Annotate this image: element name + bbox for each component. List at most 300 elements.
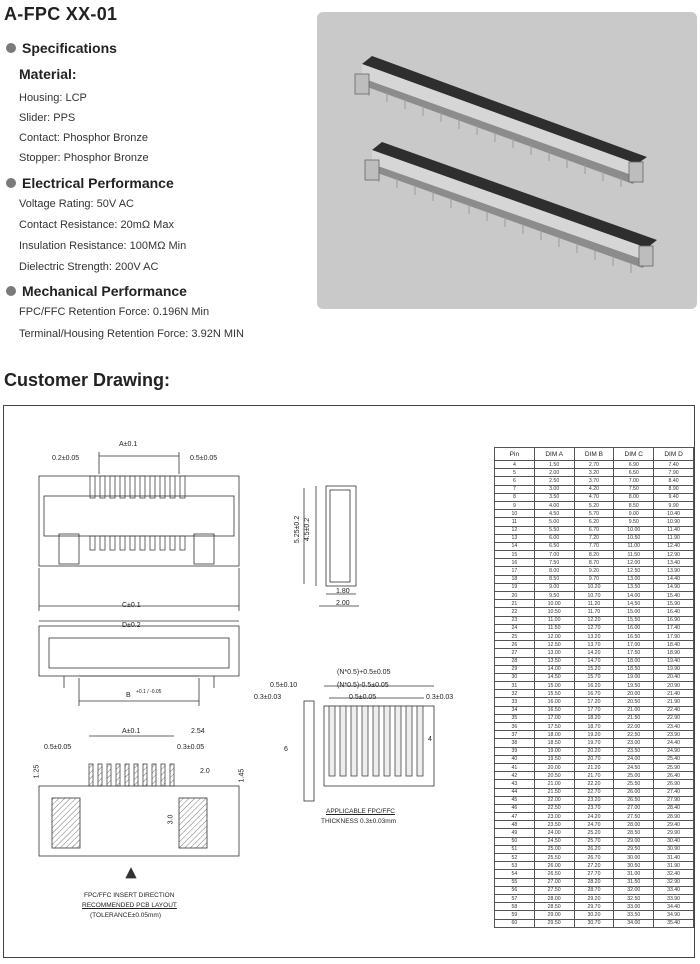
dim-label: B [126, 692, 131, 699]
table-cell: 20.50 [534, 772, 574, 780]
table-cell: 2.50 [534, 477, 574, 485]
table-cell: 6 [495, 477, 535, 485]
table-cell: 16.70 [574, 690, 614, 698]
insert-caption: FPC/FFC INSERT DIRECTION [84, 892, 175, 899]
table-cell: 22.90 [654, 714, 694, 722]
table-cell: 1.50 [534, 461, 574, 469]
table-row [495, 567, 694, 575]
table-header: DIM C [614, 448, 654, 461]
table-row [495, 542, 694, 550]
table-cell: 17.90 [654, 632, 694, 640]
table-cell: 18.00 [614, 657, 654, 665]
table-cell: 35.40 [654, 919, 694, 927]
mechanical-label: Mechanical Performance [22, 283, 187, 299]
table-cell: 20.00 [614, 690, 654, 698]
dim-label: 0.5±0.10 [270, 682, 298, 689]
dim-label: 0.5±0.05 [44, 744, 72, 751]
dim-label: 0.3±0.05 [177, 744, 205, 751]
table-cell: 8.20 [574, 551, 614, 559]
table-cell: 17.50 [534, 723, 574, 731]
table-row [495, 526, 694, 534]
table-cell: 26.00 [534, 862, 574, 870]
dim-label: 0.5±0.05 [190, 455, 218, 462]
table-cell: 21.00 [534, 780, 574, 788]
table-cell: 42 [495, 772, 535, 780]
table-cell: 24.00 [614, 755, 654, 763]
table-cell: 26 [495, 641, 535, 649]
table-cell: 27 [495, 649, 535, 657]
table-cell: 7 [495, 485, 535, 493]
table-cell: 23.00 [534, 813, 574, 821]
table-row [495, 665, 694, 673]
table-cell: 26.00 [614, 788, 654, 796]
table-cell: 10.50 [614, 534, 654, 542]
table-cell: 6.90 [614, 461, 654, 469]
table-cell: 11.00 [614, 542, 654, 550]
table-cell: 13.00 [614, 575, 654, 583]
table-cell: 10.00 [534, 600, 574, 608]
table-cell: 18.50 [614, 665, 654, 673]
insert-caption: (TOLERANCE±0.05mm) [90, 912, 161, 919]
table-cell: 17.00 [614, 641, 654, 649]
table-cell: 31.90 [654, 862, 694, 870]
table-row [495, 649, 694, 657]
table-cell: 25 [495, 632, 535, 640]
table-cell: 7.70 [574, 542, 614, 550]
table-cell: 23.00 [614, 739, 654, 747]
table-cell: 3.70 [574, 477, 614, 485]
dim-label: 1.25 [33, 764, 41, 779]
table-cell: 5.70 [574, 510, 614, 518]
table-cell: 33.90 [654, 894, 694, 902]
table-row [495, 575, 694, 583]
table-cell: 23.50 [614, 747, 654, 755]
table-row [495, 854, 694, 862]
table-cell: 20.20 [574, 747, 614, 755]
table-cell: 10.40 [654, 510, 694, 518]
table-cell: 22.70 [574, 788, 614, 796]
connector-illustration [317, 12, 697, 309]
electrical-item: Voltage Rating: 50V AC [19, 198, 134, 210]
table-cell: 20.90 [654, 682, 694, 690]
table-cell: 29.90 [654, 829, 694, 837]
table-cell: 23.40 [654, 723, 694, 731]
table-row [495, 501, 694, 509]
table-cell: 12.00 [534, 632, 574, 640]
page-title: A-FPC XX-01 [4, 4, 118, 24]
table-cell: 12.70 [574, 624, 614, 632]
table-cell: 34.90 [654, 911, 694, 919]
dim-label: A±0.1 [119, 441, 138, 448]
table-cell: 30.50 [614, 862, 654, 870]
specifications-heading [6, 40, 117, 56]
table-cell: 31 [495, 682, 535, 690]
table-cell: 19.20 [574, 731, 614, 739]
table-row [495, 845, 694, 853]
table-cell: 7.00 [614, 477, 654, 485]
table-cell: 9.50 [614, 518, 654, 526]
table-cell: 28.50 [534, 903, 574, 911]
table-header: DIM B [574, 448, 614, 461]
electrical-label: Electrical Performance [22, 175, 174, 191]
table-cell: 13.40 [654, 559, 694, 567]
table-cell: 53 [495, 862, 535, 870]
table-row [495, 510, 694, 518]
table-cell: 18.90 [654, 649, 694, 657]
table-cell: 9.90 [654, 501, 694, 509]
table-cell: 39 [495, 747, 535, 755]
table-cell: 25.20 [574, 829, 614, 837]
table-row [495, 903, 694, 911]
table-cell: 28.90 [654, 813, 694, 821]
table-cell: 19.50 [534, 755, 574, 763]
table-cell: 15.00 [534, 682, 574, 690]
table-cell: 49 [495, 829, 535, 837]
table-cell: 12 [495, 526, 535, 534]
table-cell: 14.70 [574, 657, 614, 665]
top-view [39, 452, 239, 611]
table-cell: 20.50 [614, 698, 654, 706]
electrical-item: Contact Resistance: 20mΩ Max [19, 219, 174, 231]
table-cell: 3.20 [574, 469, 614, 477]
table-cell: 29.20 [574, 894, 614, 902]
dim-label: 5.25±0.2 [294, 515, 302, 544]
dim-label: C±0.1 [122, 602, 141, 609]
table-cell: 28.00 [614, 821, 654, 829]
table-cell: 4.70 [574, 493, 614, 501]
table-cell: 20.00 [534, 763, 574, 771]
table-row [495, 461, 694, 469]
table-cell: 29.50 [614, 845, 654, 853]
table-cell: 19 [495, 583, 535, 591]
table-row [495, 706, 694, 714]
table-cell: 26.50 [614, 796, 654, 804]
bullet-dot [6, 286, 16, 296]
table-cell: 23.90 [654, 731, 694, 739]
table-cell: 15 [495, 551, 535, 559]
table-cell: 40 [495, 755, 535, 763]
table-cell: 8.70 [574, 559, 614, 567]
table-cell: 15.50 [614, 616, 654, 624]
table-cell: 27.40 [654, 788, 694, 796]
table-cell: 25.50 [614, 780, 654, 788]
table-cell: 22.00 [534, 796, 574, 804]
table-row [495, 673, 694, 681]
table-cell: 25.40 [654, 755, 694, 763]
table-row [495, 755, 694, 763]
dim-label: 0.3±0.03 [426, 694, 454, 701]
table-cell: 17 [495, 567, 535, 575]
table-row [495, 657, 694, 665]
table-cell: 11.50 [534, 624, 574, 632]
table-cell: 16.50 [614, 632, 654, 640]
dim-label: 2.54 [191, 728, 205, 735]
table-cell: 30.40 [654, 837, 694, 845]
table-cell: 58 [495, 903, 535, 911]
dim-label: (N*0.5)-0.5±0.05 [337, 682, 389, 689]
table-cell: 17.40 [654, 624, 694, 632]
table-cell: 22.00 [614, 723, 654, 731]
table-cell: 16.40 [654, 608, 694, 616]
table-row [495, 739, 694, 747]
table-cell: 30.20 [574, 911, 614, 919]
table-cell: 21.40 [654, 690, 694, 698]
table-cell: 9.00 [534, 583, 574, 591]
table-row [495, 747, 694, 755]
table-cell: 26.40 [654, 772, 694, 780]
material-item: Housing: LCP [19, 92, 87, 104]
table-row [495, 821, 694, 829]
table-row [495, 600, 694, 608]
dim-label: 0.2±0.05 [52, 455, 80, 462]
table-cell: 43 [495, 780, 535, 788]
table-cell: 18.20 [574, 714, 614, 722]
table-cell: 22.50 [534, 804, 574, 812]
table-cell: 55 [495, 878, 535, 886]
table-row [495, 772, 694, 780]
table-body [495, 461, 694, 928]
table-cell: 23.70 [574, 804, 614, 812]
table-cell: 30.00 [614, 854, 654, 862]
table-row [495, 469, 694, 477]
table-cell: 29.40 [654, 821, 694, 829]
table-row [495, 493, 694, 501]
table-row [495, 714, 694, 722]
table-cell: 15.50 [534, 690, 574, 698]
dim-label: D±0.2 [122, 622, 141, 629]
table-cell: 28.70 [574, 886, 614, 894]
table-row [495, 551, 694, 559]
table-cell: 30.70 [574, 919, 614, 927]
table-cell: 13.00 [534, 649, 574, 657]
dim-label: 4.5±0.2 [304, 517, 312, 542]
table-cell: 13.20 [574, 632, 614, 640]
table-row [495, 534, 694, 542]
table-row [495, 690, 694, 698]
table-cell: 3.50 [534, 493, 574, 501]
specifications-label: Specifications [22, 40, 117, 56]
table-row [495, 723, 694, 731]
table-cell: 19.50 [614, 682, 654, 690]
table-row [495, 731, 694, 739]
dim-label: 3.0 [167, 814, 175, 825]
table-cell: 9.40 [654, 493, 694, 501]
table-cell: 14.00 [534, 665, 574, 673]
table-cell: 10.90 [654, 518, 694, 526]
table-cell: 12.50 [534, 641, 574, 649]
mechanical-item: FPC/FFC Retention Force: 0.196N Min [19, 306, 210, 318]
table-cell: 7.00 [534, 551, 574, 559]
mechanical-heading [6, 283, 187, 299]
table-cell: 19.00 [534, 747, 574, 755]
table-cell: 35 [495, 714, 535, 722]
table-cell: 8.00 [534, 567, 574, 575]
table-cell: 25.90 [654, 763, 694, 771]
table-cell: 8.90 [654, 485, 694, 493]
table-cell: 17.20 [574, 698, 614, 706]
table-cell: 45 [495, 796, 535, 804]
table-cell: 14.40 [654, 575, 694, 583]
customer-drawing [3, 405, 695, 958]
table-cell: 9.50 [534, 592, 574, 600]
table-cell: 15.40 [654, 592, 694, 600]
table-cell: 33.40 [654, 886, 694, 894]
material-item: Slider: PPS [19, 112, 76, 124]
table-cell: 19.70 [574, 739, 614, 747]
table-cell: 12.50 [614, 567, 654, 575]
table-cell: 33.50 [614, 911, 654, 919]
table-cell: 46 [495, 804, 535, 812]
table-cell: 13.50 [614, 583, 654, 591]
table-row [495, 911, 694, 919]
product-photo [317, 12, 697, 309]
dim-label: 0.3±0.03 [254, 694, 282, 701]
table-cell: 4.50 [534, 510, 574, 518]
table-row [495, 485, 694, 493]
table-cell: 56 [495, 886, 535, 894]
bullet-dot [6, 43, 16, 53]
table-cell: 34.00 [614, 919, 654, 927]
table-cell: 29.50 [534, 919, 574, 927]
table-cell: 14.50 [534, 673, 574, 681]
table-cell: 5.00 [534, 518, 574, 526]
insert-caption: RECOMMENDED PCB LAYOUT [82, 902, 177, 909]
table-row [495, 682, 694, 690]
table-cell: 10 [495, 510, 535, 518]
table-cell: 21.20 [574, 763, 614, 771]
table-cell: 16.00 [614, 624, 654, 632]
table-cell: 27.00 [534, 878, 574, 886]
table-cell: 17.50 [614, 649, 654, 657]
table-row [495, 641, 694, 649]
dim-label: 2.0 [200, 768, 210, 775]
material-item: Stopper: Phosphor Bronze [19, 152, 149, 164]
table-cell: 16.90 [654, 616, 694, 624]
table-cell: 20.70 [574, 755, 614, 763]
table-cell: 22.20 [574, 780, 614, 788]
table-cell: 23 [495, 616, 535, 624]
table-row [495, 804, 694, 812]
table-cell: 12.40 [654, 542, 694, 550]
table-cell: 24.40 [654, 739, 694, 747]
table-row [495, 862, 694, 870]
table-row [495, 894, 694, 902]
table-cell: 25.00 [614, 772, 654, 780]
table-cell: 41 [495, 763, 535, 771]
table-cell: 11.50 [614, 551, 654, 559]
table-cell: 19.40 [654, 657, 694, 665]
table-row [495, 763, 694, 771]
fpc-view [304, 686, 434, 801]
table-cell: 14.90 [654, 583, 694, 591]
table-cell: 47 [495, 813, 535, 821]
table-cell: 10.20 [574, 583, 614, 591]
table-cell: 18.40 [654, 641, 694, 649]
table-cell: 28.50 [614, 829, 654, 837]
table-cell: 32 [495, 690, 535, 698]
side-view [304, 486, 359, 606]
table-cell: 51 [495, 845, 535, 853]
table-cell: 12.20 [574, 616, 614, 624]
table-cell: 9 [495, 501, 535, 509]
table-cell: 57 [495, 894, 535, 902]
table-cell: 23.50 [534, 821, 574, 829]
dimension-table [494, 447, 694, 928]
table-cell: 14.00 [614, 592, 654, 600]
dim-label: 2.00 [336, 600, 350, 607]
table-row [495, 477, 694, 485]
table-row [495, 559, 694, 567]
table-cell: 21 [495, 600, 535, 608]
table-cell: 30 [495, 673, 535, 681]
table-cell: 34 [495, 706, 535, 714]
table-cell: 24 [495, 624, 535, 632]
table-cell: 28.20 [574, 878, 614, 886]
table-row [495, 870, 694, 878]
table-cell: 2.00 [534, 469, 574, 477]
dim-label: 6 [284, 746, 288, 753]
table-cell: 25.70 [574, 837, 614, 845]
table-cell: 5.20 [574, 501, 614, 509]
table-cell: 22 [495, 608, 535, 616]
table-cell: 24.50 [534, 837, 574, 845]
table-cell: 30.90 [654, 845, 694, 853]
table-row [495, 829, 694, 837]
table-cell: 10.00 [614, 526, 654, 534]
table-cell: 12.90 [654, 551, 694, 559]
table-cell: 16.20 [574, 682, 614, 690]
table-cell: 28.00 [534, 894, 574, 902]
table-header: DIM D [654, 448, 694, 461]
table-cell: 27.70 [574, 870, 614, 878]
table-row [495, 616, 694, 624]
fpc-caption: APPLICABLE FPC/FFC [326, 808, 395, 815]
table-cell: 14.20 [574, 649, 614, 657]
table-cell: 7.40 [654, 461, 694, 469]
table-cell: 5.50 [534, 526, 574, 534]
table-cell: 24.50 [614, 763, 654, 771]
table-cell: 18.50 [534, 739, 574, 747]
table-cell: 32.90 [654, 878, 694, 886]
table-cell: 44 [495, 788, 535, 796]
electrical-heading [6, 175, 174, 191]
table-cell: 16 [495, 559, 535, 567]
table-cell: 18 [495, 575, 535, 583]
dim-tolerance: +0.1 / -0.05 [136, 689, 162, 695]
table-header: Pin [495, 448, 535, 461]
table-cell: 15.00 [614, 608, 654, 616]
table-cell: 9.70 [574, 575, 614, 583]
table-cell: 29.70 [574, 903, 614, 911]
table-cell: 23.20 [574, 796, 614, 804]
table-header-row [495, 448, 694, 461]
table-cell: 5 [495, 469, 535, 477]
table-cell: 8.50 [534, 575, 574, 583]
table-cell: 21.70 [574, 772, 614, 780]
table-cell: 16.00 [534, 698, 574, 706]
table-cell: 26.50 [534, 870, 574, 878]
table-cell: 31.40 [654, 854, 694, 862]
table-cell: 31.50 [614, 878, 654, 886]
table-cell: 13.70 [574, 641, 614, 649]
table-cell: 15.90 [654, 600, 694, 608]
dim-label: A±0.1 [122, 728, 141, 735]
table-cell: 8.50 [614, 501, 654, 509]
table-cell: 29.00 [614, 837, 654, 845]
table-cell: 6.50 [534, 542, 574, 550]
table-cell: 7.50 [534, 559, 574, 567]
table-cell: 10.70 [574, 592, 614, 600]
